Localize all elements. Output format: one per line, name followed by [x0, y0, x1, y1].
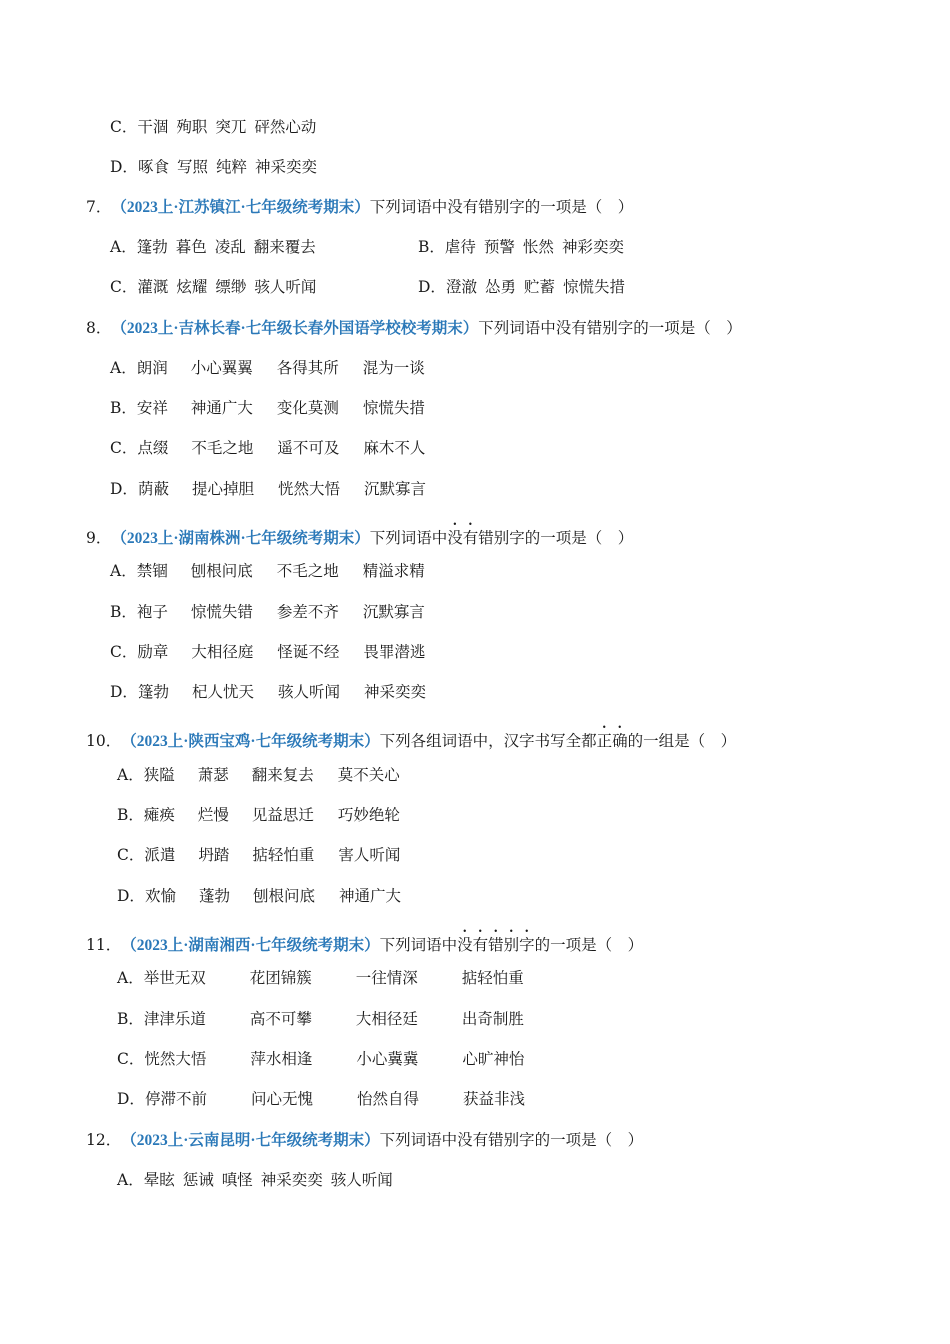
option-letter: A．	[117, 969, 144, 987]
word: 精溢求精	[362, 562, 425, 580]
word: 不毛之地	[191, 439, 254, 457]
word: 小心翼翼	[190, 359, 253, 377]
word: 掂轻怕重	[252, 846, 315, 864]
word: 一往情深	[355, 969, 418, 987]
q7-option-a	[110, 237, 316, 257]
question-9-stem	[86, 520, 633, 549]
option-letter: A．	[110, 359, 137, 377]
option-letter: D．	[117, 1090, 145, 1108]
word: 不毛之地	[276, 562, 339, 580]
word: 高不可攀	[249, 1010, 312, 1028]
word: 砰然心动	[254, 118, 317, 136]
word: 萍水相逢	[250, 1050, 313, 1068]
emphasized-text: 没有	[447, 529, 479, 547]
word: 巧妙绝轮	[337, 806, 400, 824]
source-tag: （2023上·吉林长春·七年级长春外国语学校校考期末）	[111, 320, 479, 337]
word: 篷勃	[137, 683, 169, 701]
question-number: 7．	[86, 198, 112, 216]
question-8-stem	[86, 318, 742, 339]
word: 神通广大	[338, 887, 401, 905]
source-tag: （2023上·陕西宝鸡·七年级统考期末）	[121, 733, 380, 750]
word: 神采奕奕	[254, 158, 317, 176]
option-letter: D．	[117, 887, 145, 905]
word: 莫不关心	[337, 766, 400, 784]
option-letter: A．	[110, 238, 137, 256]
option-letter: B．	[117, 806, 144, 824]
word: 变化莫测	[276, 399, 339, 417]
word: 恍然大悟	[144, 1050, 207, 1068]
word: 刨根问底	[190, 562, 253, 580]
word: 神采奕奕	[260, 1171, 323, 1189]
question-12-stem	[86, 1130, 643, 1151]
question-number: 10．	[86, 732, 122, 750]
option-letter: A．	[117, 766, 144, 784]
question-text: 下列词语中	[369, 529, 448, 547]
word: 暮色	[175, 238, 207, 256]
word: 掂轻怕重	[461, 969, 524, 987]
word: 神采奕奕	[363, 683, 426, 701]
option-letter: C．	[117, 1050, 145, 1068]
option-letter: B．	[117, 1010, 144, 1028]
q6-option-d	[110, 157, 317, 177]
q8-option-c	[110, 438, 425, 458]
word: 嗔怪	[221, 1171, 253, 1189]
word: 参差不齐	[276, 603, 339, 621]
word: 袍子	[136, 603, 168, 621]
question-number: 9．	[86, 529, 112, 547]
source-tag: （2023上·云南昆明·七年级统考期末）	[121, 1132, 380, 1149]
word: 惩诫	[182, 1171, 214, 1189]
word: 遥不可及	[277, 439, 340, 457]
word: 停滞不前	[144, 1090, 207, 1108]
word: 干涸	[137, 118, 169, 136]
q11-option-a	[117, 968, 524, 988]
source-tag: （2023上·湖南株洲·七年级统考期末）	[111, 530, 370, 547]
q7-option-c	[110, 277, 316, 297]
word: 啄食	[137, 158, 169, 176]
source-tag: （2023上·江苏镇江·七年级统考期末）	[111, 199, 370, 216]
word: 篷勃	[136, 238, 168, 256]
question-number: 8．	[86, 319, 112, 337]
word: 殉职	[176, 118, 208, 136]
word: 虐待	[444, 238, 476, 256]
question-10-stem	[86, 723, 736, 752]
question-text: 下列词语中没有错别字的一项是（ ）	[369, 198, 634, 216]
question-text: 下列词语中没有错别字的一项是（ ）	[478, 319, 742, 337]
question-text-tail: 错别字的一项是（ ）	[478, 529, 634, 547]
word: 预警	[483, 238, 515, 256]
word: 沉默寡言	[363, 480, 426, 498]
q9-option-d	[110, 682, 426, 702]
emphasized-text: 正确	[596, 732, 628, 750]
option-letter: D．	[110, 158, 138, 176]
question-11-stem	[86, 927, 643, 956]
q7-option-d	[418, 277, 625, 297]
word: 问心无愧	[250, 1090, 313, 1108]
q10-option-a	[117, 765, 400, 785]
word: 骇人听闻	[330, 1171, 393, 1189]
q9-option-a	[110, 561, 425, 581]
word: 大相径庭	[191, 643, 254, 661]
word: 缥缈	[215, 278, 247, 296]
q11-option-b	[117, 1009, 524, 1029]
word: 澄澈	[445, 278, 477, 296]
q11-option-c	[117, 1049, 524, 1069]
word: 励章	[137, 643, 169, 661]
question-number: 11．	[86, 936, 122, 954]
question-text: 下列各组词语中，汉字书写全都	[379, 732, 597, 750]
word: 荫蔽	[137, 480, 169, 498]
q10-option-b	[117, 805, 400, 825]
word: 朗润	[136, 359, 168, 377]
word: 见益思迁	[251, 806, 314, 824]
word: 骇人听闻	[277, 683, 340, 701]
option-letter: A．	[110, 562, 137, 580]
word: 灌溉	[137, 278, 169, 296]
question-text-tail: 的一组是（ ）	[627, 732, 737, 750]
word: 津津乐道	[143, 1010, 206, 1028]
q9-option-b	[110, 602, 425, 622]
option-letter: A．	[117, 1171, 144, 1189]
word: 蓬勃	[198, 887, 230, 905]
option-letter: B．	[110, 399, 137, 417]
q12-option-a	[117, 1170, 393, 1190]
word: 晕眩	[143, 1171, 175, 1189]
option-letter: C．	[110, 439, 138, 457]
word: 害人听闻	[338, 846, 401, 864]
word: 派遣	[144, 846, 176, 864]
option-letter: C．	[110, 643, 138, 661]
q7-option-b	[418, 237, 624, 257]
word: 凌乱	[214, 238, 246, 256]
word: 神通广大	[190, 399, 253, 417]
q10-option-d	[117, 886, 401, 906]
word: 贮蓄	[523, 278, 555, 296]
word: 心旷神怡	[462, 1050, 525, 1068]
word: 烂慢	[197, 806, 229, 824]
word: 混为一谈	[362, 359, 425, 377]
word: 翻来覆去	[253, 238, 316, 256]
word: 安祥	[136, 399, 168, 417]
word: 写照	[176, 158, 208, 176]
q8-option-b	[110, 398, 425, 418]
word: 花团锦簇	[249, 969, 312, 987]
question-number: 12．	[86, 1131, 122, 1149]
q9-option-c	[110, 642, 425, 662]
source-tag: （2023上·湖南湘西·七年级统考期末）	[121, 937, 380, 954]
question-text-tail: 的一项是（ ）	[534, 936, 644, 954]
option-letter: D．	[110, 480, 138, 498]
option-letter: D．	[110, 683, 138, 701]
option-letter: C．	[110, 118, 138, 136]
q10-option-c	[117, 845, 400, 865]
word: 欢愉	[144, 887, 176, 905]
option-letter: B．	[418, 238, 445, 256]
word: 怡然自得	[356, 1090, 419, 1108]
word: 获益非浅	[462, 1090, 525, 1108]
q8-option-d	[110, 479, 426, 499]
word: 瘫痪	[143, 806, 175, 824]
word: 杞人忧天	[191, 683, 254, 701]
word: 怅然	[522, 238, 554, 256]
word: 神彩奕奕	[561, 238, 624, 256]
word: 刨根问底	[252, 887, 315, 905]
word: 惊慌失措	[362, 399, 425, 417]
word: 骇人听闻	[254, 278, 317, 296]
word: 突兀	[215, 118, 247, 136]
word: 点缀	[137, 439, 169, 457]
word: 狭隘	[143, 766, 175, 784]
word: 大相径廷	[355, 1010, 418, 1028]
word: 提心掉胆	[191, 480, 254, 498]
word: 禁锢	[136, 562, 168, 580]
word: 萧瑟	[197, 766, 229, 784]
word: 纯粹	[215, 158, 247, 176]
word: 沉默寡言	[362, 603, 425, 621]
option-letter: C．	[110, 278, 138, 296]
word: 麻木不人	[363, 439, 426, 457]
word: 怂勇	[484, 278, 516, 296]
option-letter: C．	[117, 846, 145, 864]
word: 举世无双	[143, 969, 206, 987]
word: 小心冀冀	[356, 1050, 419, 1068]
emphasized-text: 没有错别字	[457, 936, 535, 954]
question-7-stem	[86, 197, 633, 218]
q8-option-a	[110, 358, 425, 378]
word: 各得其所	[276, 359, 339, 377]
question-text: 下列词语中	[379, 936, 458, 954]
q11-option-d	[117, 1089, 525, 1109]
option-letter: B．	[110, 603, 137, 621]
q6-option-c	[110, 117, 316, 137]
option-letter: D．	[418, 278, 446, 296]
word: 坍踏	[198, 846, 230, 864]
word: 畏罪潜逃	[363, 643, 426, 661]
word: 惊慌失错	[190, 603, 253, 621]
word: 炫耀	[176, 278, 208, 296]
word: 惊慌失措	[562, 278, 625, 296]
word: 怪诞不经	[277, 643, 340, 661]
question-text: 下列词语中没有错别字的一项是（ ）	[379, 1131, 644, 1149]
word: 翻来复去	[251, 766, 314, 784]
word: 恍然大悟	[277, 480, 340, 498]
word: 出奇制胜	[461, 1010, 524, 1028]
